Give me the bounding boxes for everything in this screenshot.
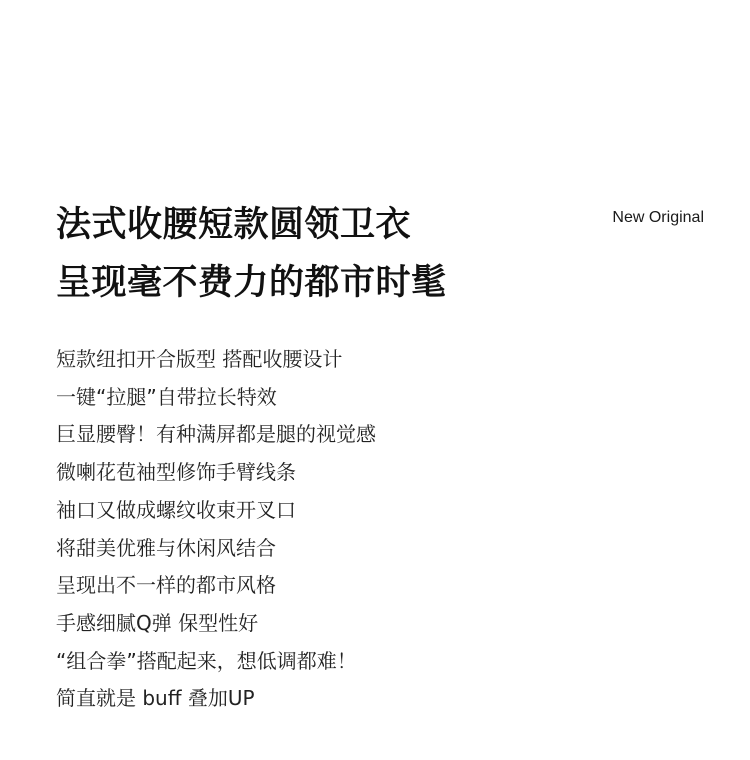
title-line-1: 法式收腰短款圆领卫衣 — [56, 205, 412, 245]
page-title — [56, 196, 447, 312]
description-line: 微喇花苞袖型修饰手臂线条 — [56, 460, 296, 485]
description-list — [56, 341, 376, 718]
title-line-2: 呈现毫不费力的都市时髦 — [56, 263, 447, 303]
description-line: 巨显腰臀！有种满屏都是腿的视觉感 — [56, 422, 376, 447]
description-line: 呈现出不一样的都市风格 — [56, 573, 276, 598]
brand-tag: New Original — [612, 209, 704, 226]
description-line: 将甜美优雅与休闲风结合 — [56, 535, 276, 560]
description-line: 一键“拉腿”自带拉长特效 — [56, 384, 277, 409]
description-line: 袖口又做成螺纹收束开叉口 — [56, 497, 296, 522]
description-line: “组合拳”搭配起来，想低调都难！ — [56, 648, 357, 673]
description-line: 手感细腻Q弹 保型性好 — [56, 610, 259, 635]
description-line: 简直就是 buff 叠加UP — [56, 686, 255, 711]
description-line: 短款纽扣开合版型 搭配收腰设计 — [56, 347, 343, 371]
